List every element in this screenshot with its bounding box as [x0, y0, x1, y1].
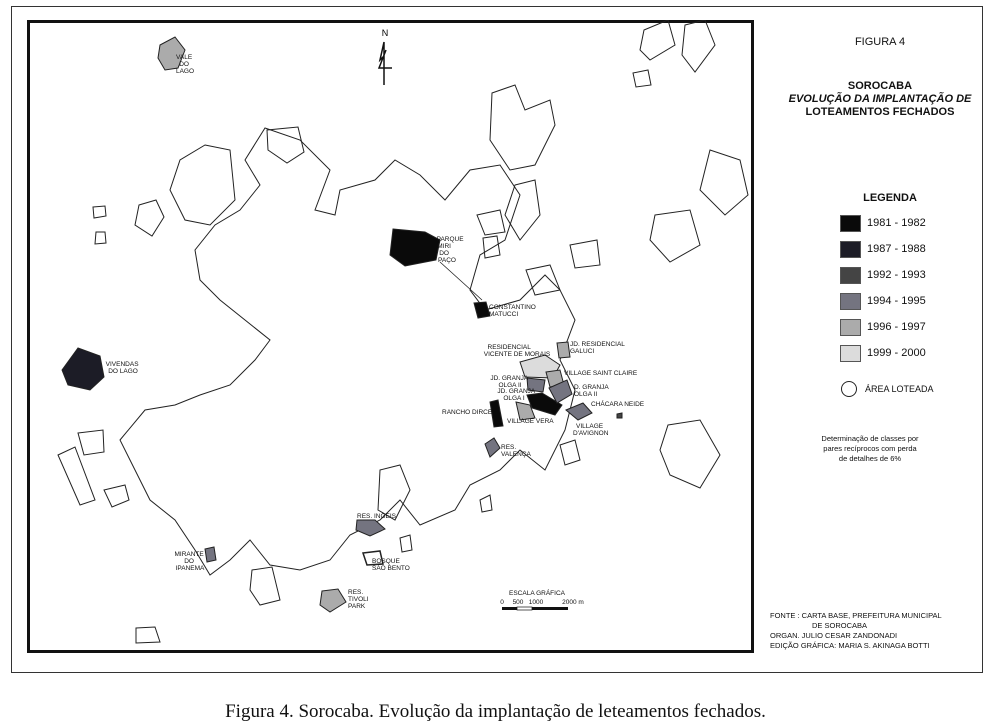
method-note: [815, 434, 925, 464]
note-line: de detalhes de 6%: [838, 454, 902, 463]
area-patches: [58, 20, 748, 643]
source-line: DE SOROCABA: [812, 621, 868, 630]
label-bosque: [372, 558, 410, 572]
patch: [660, 420, 720, 488]
label-line: MIRANTE: [174, 551, 204, 558]
patch: [78, 430, 104, 455]
label-jd-granja-olga-ii: [490, 375, 529, 389]
label-tivoli: [348, 589, 370, 610]
lot-res-ingeis: [356, 520, 385, 536]
label-line: VIVENDAS: [105, 361, 139, 368]
legend-label: 1996 - 1997: [867, 321, 926, 333]
label-line: VALE: [176, 54, 193, 61]
legend-area-item: [841, 381, 934, 397]
label-line: JD. RESIDENCIAL: [570, 341, 625, 348]
label-line: RES.: [348, 589, 364, 596]
label-line: RES.: [501, 444, 517, 451]
label-line: OLGA II: [574, 391, 598, 398]
legend-swatch: [840, 267, 861, 284]
lot-village-avignon: [566, 403, 592, 420]
patch: [505, 180, 540, 240]
label-line: BOSQUE: [372, 558, 400, 565]
label-line: PARQUE: [436, 236, 464, 243]
legend-item: [840, 318, 926, 336]
label-line: DO: [439, 250, 449, 257]
legend-label: 1994 - 1995: [867, 295, 926, 307]
scale-tick-label: 500: [512, 599, 524, 606]
scale-tick-label: 0: [500, 599, 504, 606]
lot-chacara-neide: [617, 413, 622, 418]
label-line: RESIDENCIAL: [487, 344, 531, 351]
patch: [250, 567, 280, 605]
label-line: DO LAGO: [108, 368, 138, 375]
label-rancho-dirce: RANCHO DIRCE: [442, 409, 493, 416]
circle-icon: [841, 381, 857, 397]
patch: [640, 20, 675, 60]
label-vivendas: [106, 361, 141, 375]
legend-label: 1987 - 1988: [867, 243, 926, 255]
label-line: GALUCI: [570, 348, 595, 355]
label-village-avignon: [573, 423, 609, 437]
map-canvas: [27, 20, 754, 653]
legend-item: [840, 240, 926, 258]
label-res-valenca: [501, 444, 532, 458]
label-line: D'AVIGNON: [573, 430, 609, 437]
legend-swatch: [840, 319, 861, 336]
label-line: OLGA II: [498, 382, 522, 389]
label-jd-residencial: [570, 341, 626, 355]
patch: [136, 627, 160, 643]
patch: [650, 210, 700, 262]
label-line: DO: [179, 61, 189, 68]
lot-vivendas: [62, 348, 104, 390]
patch: [483, 236, 500, 258]
label-chacara-neide: CHÁCARA NEIDE: [591, 401, 645, 408]
label-mirante: [174, 551, 205, 572]
patch: [58, 447, 95, 505]
label-village-vera: VILLAGE VERA: [507, 418, 554, 425]
legend-item: [840, 344, 926, 362]
label-line: OLGA I: [503, 395, 525, 402]
legend-item: [840, 214, 926, 232]
label-res-ingeis: RES. INGEIS: [357, 513, 397, 520]
scale-tick-label: 2000 m: [562, 599, 584, 606]
source-line: EDIÇÃO GRÁFICA: MARIA S. AKINAGA BOTTI: [770, 641, 930, 650]
patch: [267, 127, 304, 163]
patch: [400, 535, 412, 552]
figure-caption: Figura 4. Sorocaba. Evolução da implantação de leteamentos fechados.: [225, 701, 766, 722]
patch: [95, 232, 106, 244]
patch: [560, 440, 580, 465]
patch: [477, 210, 505, 235]
label-constantino: [489, 304, 538, 318]
legend-swatch: [840, 293, 861, 310]
title-line: LOTEAMENTOS FECHADOS: [805, 106, 955, 118]
patch: [700, 150, 748, 215]
label-line: SÃO BENTO: [372, 565, 410, 572]
note-line: pares recíprocos com perda: [823, 444, 917, 453]
lot-mirante: [205, 547, 216, 562]
scale-segment: [532, 607, 568, 610]
label-line: PAÇO: [438, 257, 456, 264]
legend-item: [840, 266, 926, 284]
patch: [682, 20, 715, 72]
figure-number: FIGURA 4: [854, 36, 906, 48]
label-vale-do-lago: [176, 54, 194, 75]
legend-label: 1992 - 1993: [867, 269, 926, 281]
patch: [490, 85, 555, 170]
note-line: Determinação de classes por: [821, 434, 919, 443]
label-line: VILLAGE: [576, 423, 604, 430]
patch: [480, 495, 492, 512]
patch: [93, 206, 106, 218]
label-line: LAGO: [175, 68, 195, 75]
north-arrow-icon: [379, 42, 392, 85]
legend-title: LEGENDA: [863, 192, 917, 204]
scale-title: ESCALA GRÁFICA: [509, 590, 565, 597]
lot-constantino: [474, 302, 490, 318]
label-parque-mirim: [437, 236, 466, 264]
title-line: SOROCABA: [847, 80, 913, 92]
label-line: DO: [184, 558, 194, 565]
patch: [633, 70, 651, 87]
label-line: TIVOLI: [348, 596, 369, 603]
source-credits: [770, 611, 975, 651]
label-line: JD. GRANJA: [497, 388, 535, 395]
label-line: VALENÇA: [501, 451, 531, 458]
north-label: N: [381, 28, 389, 38]
lot-jd-residencial: [557, 342, 570, 358]
source-line: FONTE : CARTA BASE, PREFEITURA MUNICIPAL: [770, 611, 942, 620]
legend-swatch: [840, 215, 861, 232]
label-residencial-vicente: [484, 344, 551, 358]
label-line: D. GRANJA: [574, 384, 609, 391]
legend-label: 1981 - 1982: [867, 217, 926, 229]
map-title: [780, 80, 980, 119]
label-line: CONSTANTINO: [489, 304, 536, 311]
loteamentos: [62, 37, 622, 612]
urban-area-south: [378, 465, 410, 520]
scale-tick-label: 1000: [528, 599, 544, 606]
label-line: IPANEMA: [175, 565, 205, 572]
label-line: MIRI: [437, 243, 451, 250]
label-village-saint-claire: VILLAGE SAINT CLAIRE: [564, 370, 638, 377]
legend-swatch: [840, 345, 861, 362]
title-line: EVOLUÇÃO DA IMPLANTAÇÃO DE: [788, 93, 972, 105]
legend-swatch: [840, 241, 861, 258]
patch: [570, 240, 600, 268]
label-line: VICENTE DE MORAIS: [483, 351, 551, 358]
label-line: MATUCCI: [489, 311, 519, 318]
lot-res-valenca: [485, 438, 500, 457]
lot-tivoli: [320, 589, 346, 612]
legend-area-label: ÁREA LOTEADA: [865, 384, 934, 394]
leader-line: [440, 262, 482, 300]
scale-segment: [517, 607, 532, 610]
legend-item: [840, 292, 926, 310]
patch: [104, 485, 129, 507]
source-line: ORGAN. JULIO CESAR ZANDONADI: [770, 631, 898, 640]
urban-area-west: [170, 145, 235, 225]
label-d-granja-olga-ii: [574, 384, 610, 398]
legend-label: 1999 - 2000: [867, 347, 926, 359]
label-line: JD. GRANJA: [490, 375, 528, 382]
scale-bar: [500, 588, 584, 610]
scale-segment: [502, 607, 517, 610]
lot-parque-mirim: [390, 229, 440, 266]
label-line: PARK: [348, 603, 366, 610]
patch: [135, 200, 164, 236]
patch: [526, 265, 560, 295]
